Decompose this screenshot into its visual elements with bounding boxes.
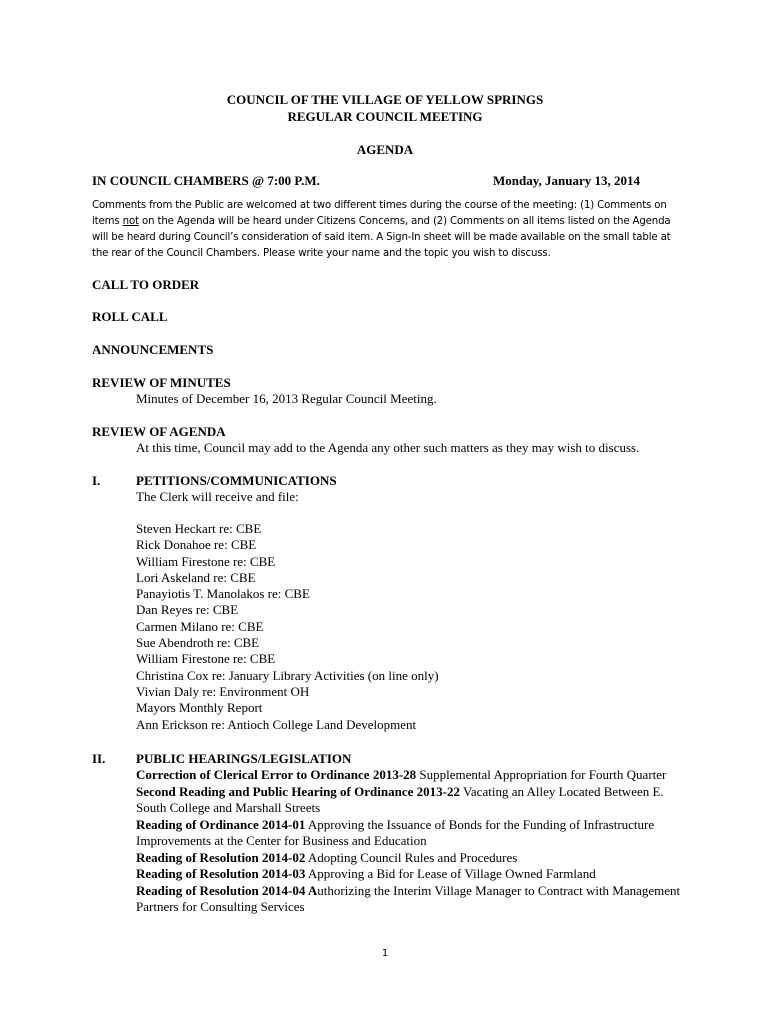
section-petitions: PETITIONS/COMMUNICATIONS	[136, 473, 337, 488]
list-item: William Firestone re: CBE	[136, 553, 276, 569]
section-announcements: ANNOUNCEMENTS	[92, 342, 214, 357]
petitions-list	[136, 521, 439, 733]
list-item: Sue Abendroth re: CBE	[136, 635, 260, 651]
meeting-location: IN COUNCIL CHAMBERS @ 7:00 P.M.	[92, 173, 320, 188]
notice-emphasis-not: not	[122, 216, 139, 227]
legislation-item-desc: Adopting Council Rules and Procedures	[305, 849, 518, 865]
list-item: Ann Erickson re: Antioch College Land Development	[136, 716, 417, 732]
legislation-item	[136, 817, 696, 850]
review-minutes-text: Minutes of December 16, 2013 Regular Council Meeting.	[136, 391, 437, 406]
list-item: Carmen Milano re: CBE	[136, 618, 264, 634]
legislation-item-desc: Approving the Issuance of Bonds for the Funding of Infrastructure Improvements at the Center for Business and Education	[136, 816, 655, 848]
meeting-date: Monday, January 13, 2014	[493, 173, 640, 188]
meeting-title: REGULAR COUNCIL MEETING	[287, 109, 483, 124]
legislation-item-title: Reading of Ordinance 2014-01	[136, 816, 306, 832]
legislation-item-title: Correction of Clerical Error to Ordinance 2013-28	[136, 767, 417, 782]
list-item: Dan Reyes re: CBE	[136, 602, 239, 618]
agenda-title: AGENDA	[356, 142, 414, 157]
legislation-item-title: Reading of Resolution 2014-03	[136, 866, 306, 881]
petitions-numeral: I.	[92, 473, 101, 488]
petitions-intro: The Clerk will receive and file:	[136, 489, 299, 504]
legislation-item	[136, 883, 696, 916]
legislation-item	[136, 784, 696, 817]
council-title: COUNCIL OF THE VILLAGE OF YELLOW SPRINGS	[226, 92, 544, 107]
section-roll-call: ROLL CALL	[92, 309, 168, 324]
legislation-item-title: Reading of Resolution 2014-04 A	[136, 882, 318, 898]
section-review-agenda: REVIEW OF AGENDA	[92, 424, 226, 439]
list-item: Rick Donahoe re: CBE	[136, 537, 257, 553]
legislation-item	[136, 767, 696, 784]
section-public-hearings: PUBLIC HEARINGS/LEGISLATION	[136, 751, 352, 766]
legislation-item-title: Reading of Resolution 2014-02	[136, 849, 306, 865]
page-number: 1	[381, 948, 389, 959]
legislation-item	[136, 850, 696, 867]
legislation-item-desc: Supplemental Appropriation for Fourth Quarter	[416, 767, 667, 782]
notice-text-part1: Comments from the Public are welcomed at two different times during the course of the meeting: (1) Comments on items	[92, 200, 667, 227]
hearings-numeral: II.	[92, 751, 106, 766]
list-item: Vivian Daly re: Environment OH	[136, 683, 310, 699]
list-item: Panayiotis T. Manolakos re: CBE	[136, 586, 310, 602]
legislation-item-desc: Approving a Bid for Lease of Village Owned Farmland	[305, 866, 596, 881]
legislation-list	[136, 767, 696, 916]
list-item: Steven Heckart re: CBE	[136, 521, 262, 536]
list-item: Mayors Monthly Report	[136, 700, 263, 716]
section-review-minutes: REVIEW OF MINUTES	[92, 375, 231, 390]
review-agenda-text: At this time, Council may add to the Agenda any other such matters as they may wish to discuss.	[136, 440, 640, 455]
section-call-to-order: CALL TO ORDER	[92, 277, 200, 292]
notice-text-part2: on the Agenda will be heard under Citizens Concerns, and (2) Comments on all items listed on the Agenda will be heard during Council’s consideration of said item. A Sign-In sheet will be made available on the small table at the rear of the Council Chambers. Please write your name and the topic you wish to discuss.	[92, 216, 671, 259]
list-item: William Firestone re: CBE	[136, 651, 276, 667]
legislation-item-desc: uthorizing the Interim Village Manager to Contract with Management Partners for Consulting Services	[136, 882, 681, 914]
legislation-item-title: Second Reading and Public Hearing of Ordinance 2013-22	[136, 783, 460, 799]
public-comment-notice	[92, 198, 682, 262]
list-item: Christina Cox re: January Library Activities (on line only)	[136, 667, 439, 683]
legislation-item	[136, 866, 696, 883]
list-item: Lori Askeland re: CBE	[136, 569, 256, 585]
legislation-item-desc: Vacating an Alley Located Between E. South College and Marshall Streets	[136, 783, 664, 815]
